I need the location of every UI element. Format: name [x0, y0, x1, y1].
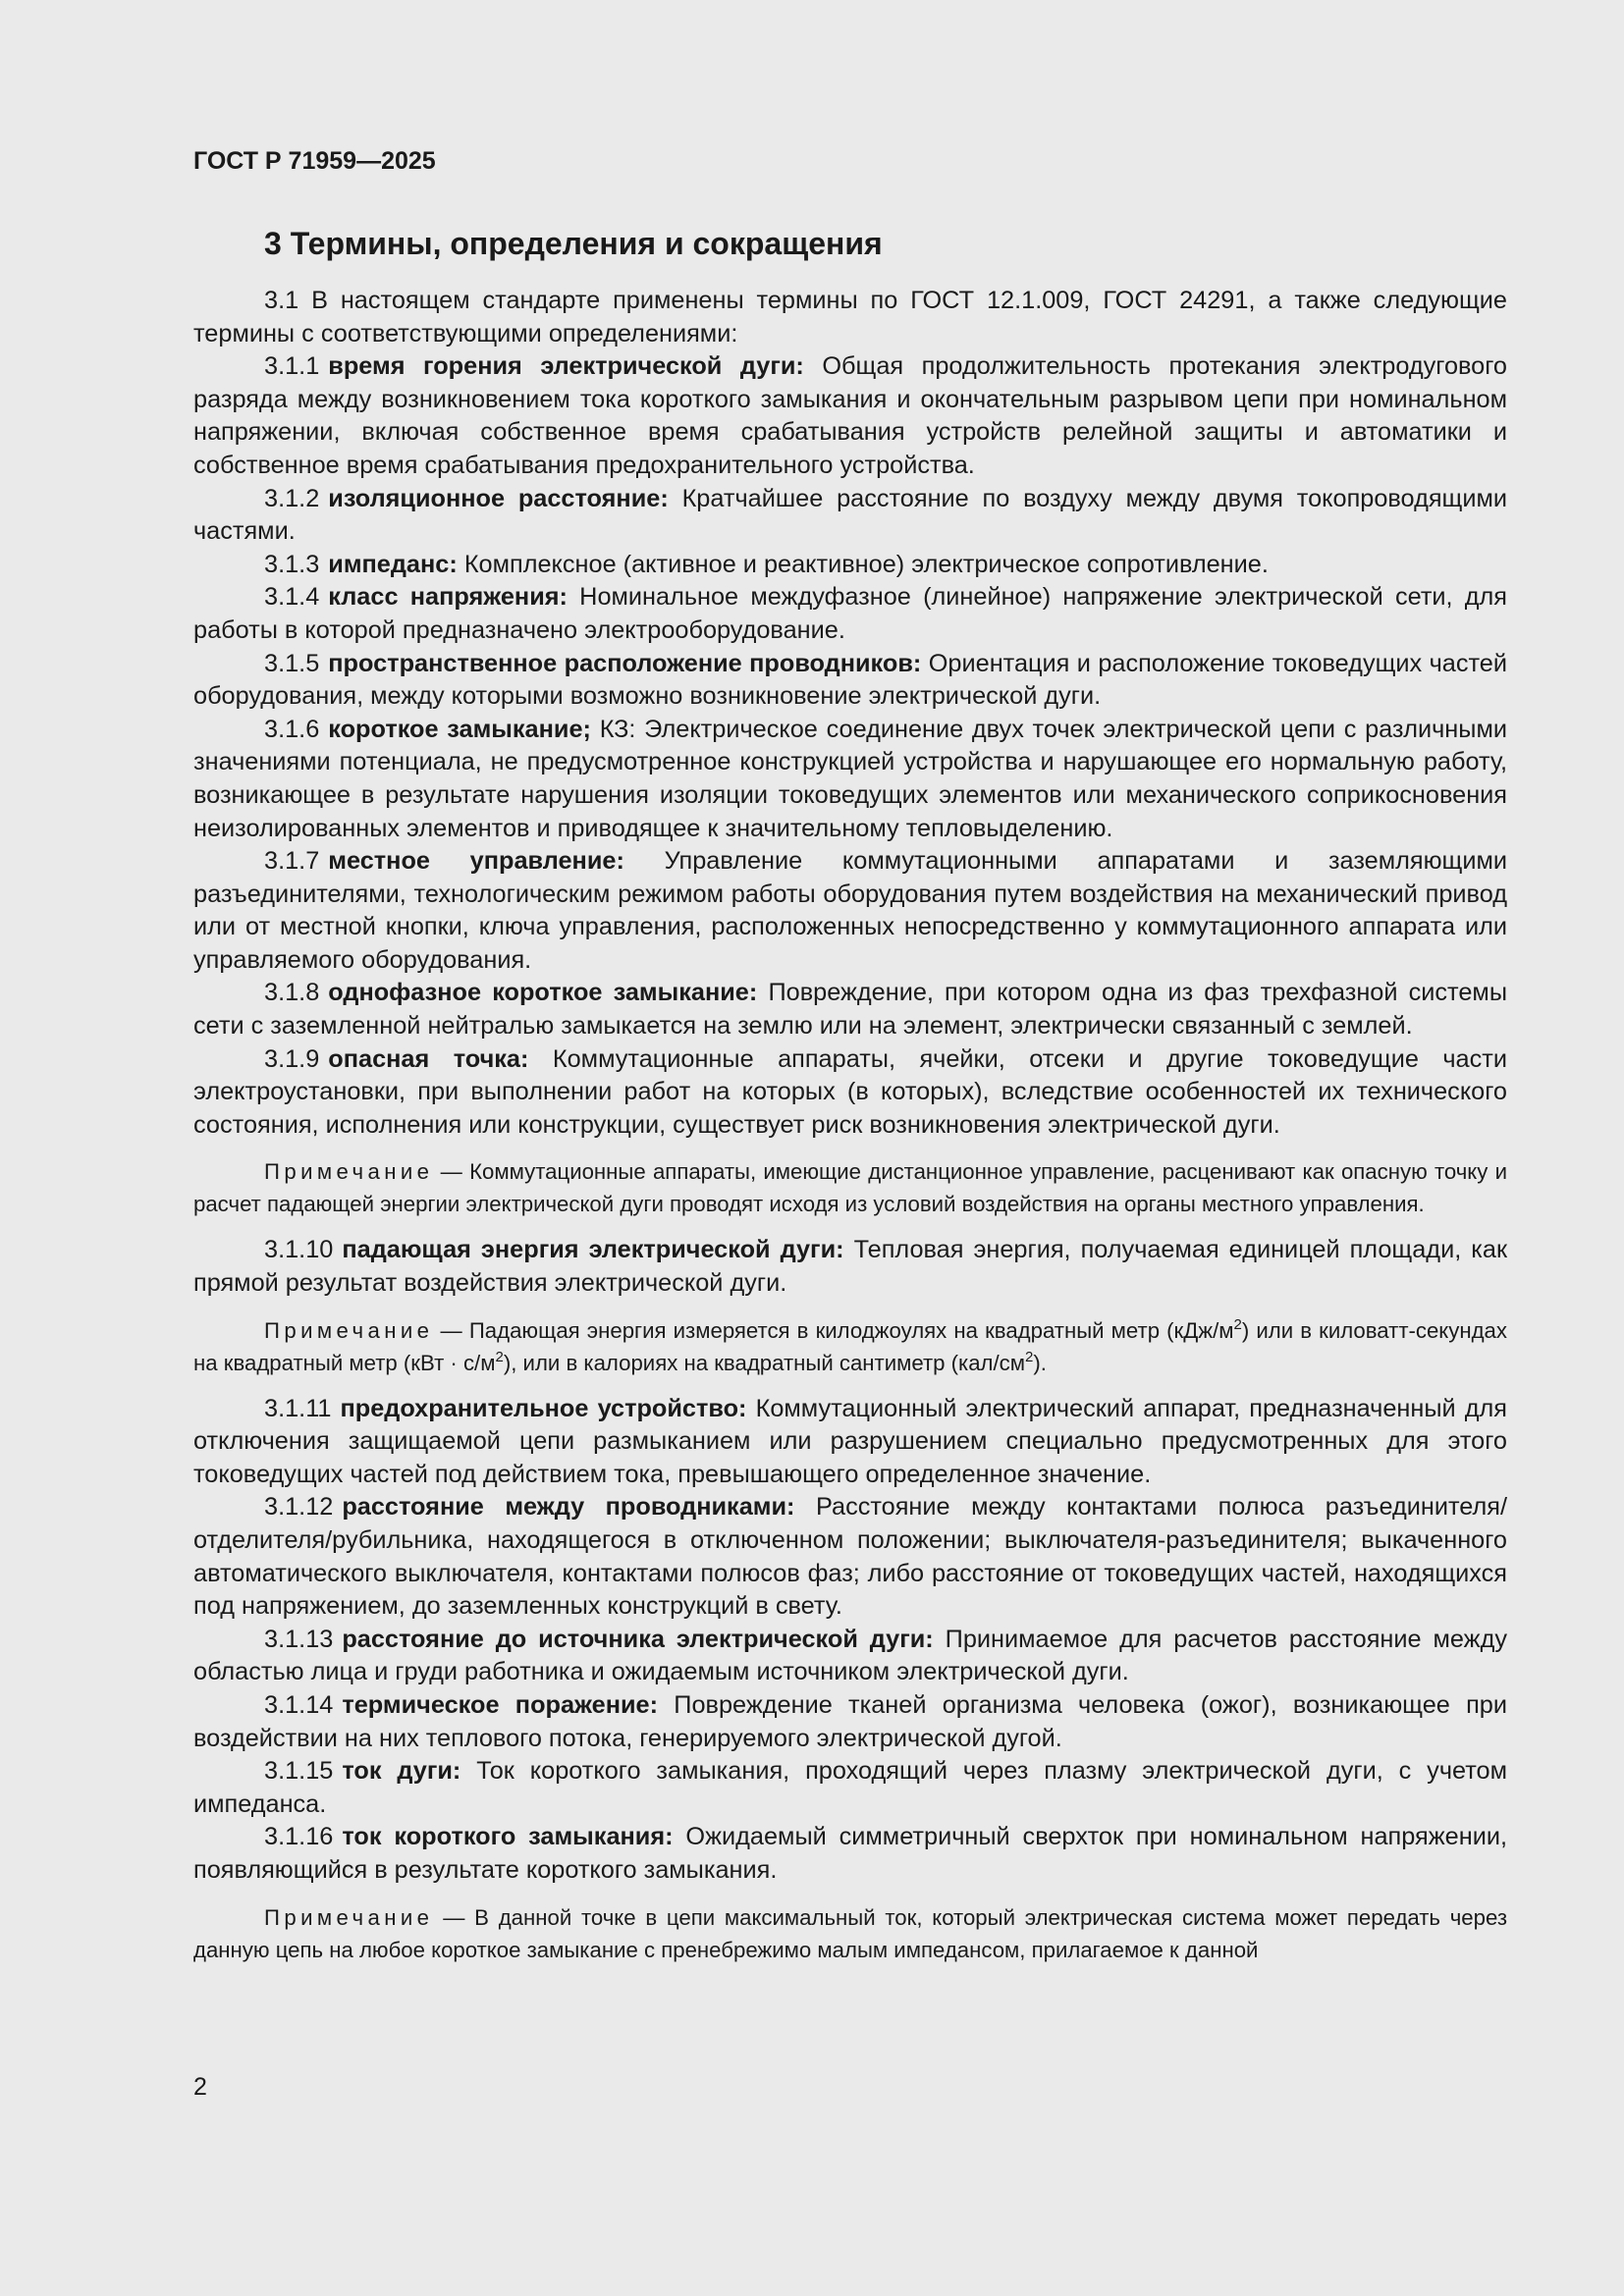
term-number: 3.1.14: [264, 1690, 334, 1719]
term-name: термическое поражение:: [342, 1690, 659, 1719]
document-body: [193, 285, 1507, 1980]
terms-list: [193, 350, 1507, 1142]
term-definition: Ожидаемый симметричный сверхток при номинальном напряжении, появляющийся в результате короткого замыкания.: [193, 1823, 1507, 1884]
term-name: местное управление:: [328, 847, 624, 876]
term-number: 3.1.12: [264, 1493, 334, 1522]
term-3-1-3: [193, 549, 1507, 582]
term-number: 3.1.5: [264, 649, 320, 677]
term-3-1-10: [193, 1234, 1507, 1300]
note-text-part: ).: [1033, 1350, 1047, 1375]
superscript: 2: [1233, 1315, 1242, 1333]
term-3-1-8: [193, 977, 1507, 1042]
term-number: 3.1.16: [264, 1823, 334, 1851]
term-definition: Управление коммутационными аппаратами и заземляющими разъединителями, технологическим режимом работы оборудования путем воздействия на механический привод или от местной кнопки, ключа управления, расположенных непосредственно у коммутационного аппарата или управляемого оборудования.: [193, 847, 1508, 974]
term-definition: Принимаемое для расчетов расстояние между областью лица и груди работника и ожидаемым источником электрической дуги.: [193, 1625, 1507, 1686]
term-definition: Комплексное (активное и реактивное) электрическое сопротивление.: [463, 550, 1269, 578]
note-label: Примечание: [264, 1317, 434, 1343]
term-3-1-9: [193, 1043, 1507, 1143]
term-number: 3.1.4: [264, 583, 320, 612]
term-3-1-2: [193, 483, 1507, 549]
term-number: 3.1.9: [264, 1044, 320, 1073]
term-name: падающая энергия электрической дуги:: [342, 1236, 844, 1264]
term-3-1-13: [193, 1624, 1507, 1689]
term-3-1-5: [193, 648, 1507, 714]
term-definition: Повреждение, при котором одна из фаз трехфазной системы сети с заземленной нейтралью замыкается на землю или на элемент, электрически связанный с землей.: [193, 979, 1508, 1041]
term-name: расстояние между проводниками:: [342, 1493, 795, 1522]
note-label: Примечание: [264, 1159, 434, 1185]
term-name: пространственное расположение проводников:: [328, 649, 922, 677]
term-name: расстояние до источника электрической дуги:: [342, 1625, 934, 1653]
term-3-1-1: [193, 350, 1507, 482]
term-3-1-4: [193, 581, 1507, 647]
term-definition: Кратчайшее расстояние по воздуху между двумя токопроводящими частями.: [193, 484, 1507, 546]
note-text-part: ), или в калориях на квадратный сантиметр (кал/см: [503, 1350, 1026, 1375]
term-3-1-14: [193, 1689, 1507, 1755]
term-definition: Общая продолжительность протекания электродугового разряда между возникновением тока короткого замыкания и окончательным разрывом цепи при номинальном напряжении, включая собственное время срабатывания устройств релейной защиты и автоматики и собственное время срабатывания предохранительного устройства.: [193, 352, 1507, 479]
term-number: 3.1.3: [264, 550, 320, 578]
term-name: короткое замыкание;: [328, 715, 591, 743]
term-number: 3.1.10: [264, 1236, 334, 1264]
term-definition: Коммутационные аппараты, ячейки, отсеки и другие токоведущие части электроустановки, при выполнении работ на которых (в которых), вследствие особенностей их технического состояния, исполнения или конструкции, существует риск возникновения электрической дуги.: [193, 1044, 1507, 1139]
term-name: изоляционное расстояние:: [328, 484, 669, 512]
term-name: ток короткого замыкания:: [342, 1823, 674, 1851]
term-definition: Ток короткого замыкания, проходящий через плазму электрической дуги, с учетом импеданса.: [193, 1757, 1508, 1818]
term-definition: Ориентация и расположение токоведущих частей оборудования, между которыми возможно возникновение электрической дуги.: [193, 649, 1507, 711]
note-3: [193, 1901, 1507, 1966]
note-1: [193, 1155, 1507, 1220]
note-2: [193, 1314, 1507, 1379]
term-name: предохранительное устройство:: [340, 1394, 747, 1422]
term-name: опасная точка:: [328, 1044, 529, 1073]
term-name: импеданс:: [328, 550, 458, 578]
term-name: время горения электрической дуги:: [328, 352, 804, 381]
term-definition: Повреждение тканей организма человека (ожог), возникающее при воздействии на них теплового потока, генерируемого электрической дугой.: [193, 1690, 1507, 1752]
note-text-part: — Падающая энергия измеряется в килоджоулях на квадратный метр (кДж/м: [433, 1317, 1234, 1343]
document-header: ГОСТ Р 71959—2025: [193, 147, 436, 175]
term-definition: Тепловая энергия, получаемая единицей площади, как прямой результат воздействия электрической дуги.: [193, 1236, 1508, 1298]
terms-list: [193, 1393, 1507, 1888]
note-text: — Коммутационные аппараты, имеющие дистанционное управление, расценивают как опасную точку и расчет падающей энергии электрической дуги проводят исходя из условий воздействия на органы местного управления.: [193, 1159, 1507, 1217]
term-3-1-11: [193, 1393, 1507, 1492]
term-number: 3.1.7: [264, 847, 320, 876]
intro-paragraph: 3.1 В настоящем стандарте применены термины по ГОСТ 12.1.009, ГОСТ 24291, а также следующие термины с соответствующими определениями:: [193, 287, 1507, 347]
term-number: 3.1.15: [264, 1757, 334, 1786]
term-name: однофазное короткое замыкание:: [328, 979, 758, 1007]
term-3-1-6: [193, 714, 1507, 845]
term-definition: Коммутационный электрический аппарат, предназначенный для отключения защищаемой цепи размыканием или разрушением специально предусмотренных для этого токоведущих частей под действием тока, превышающего определенное значение.: [193, 1394, 1507, 1488]
term-number: 3.1.1: [264, 352, 320, 381]
page-number: 2: [193, 2073, 207, 2101]
term-definition: Расстояние между контактами полюса разъединителя/отделителя/рубильника, находящегося в отключенном положении; выключателя-разъединителя; выкаченного автоматического выключателя, контактами полюсов фаз; либо расстояние от токоведущих частей, находящихся под напряжением, до заземленных конструкций в свету.: [193, 1493, 1507, 1621]
superscript: 2: [1025, 1348, 1034, 1365]
term-number: 3.1.13: [264, 1625, 334, 1653]
section-title: 3 Термины, определения и сокращения: [264, 226, 883, 261]
term-3-1-12: [193, 1491, 1507, 1623]
term-definition: КЗ: Электрическое соединение двух точек электрической цепи с различными значениями потенциала, не предусмотренное конструкцией устройства и нарушающее его нормальную работу, возникающее в результате нарушения изоляции токоведущих элементов или механического соприкосновения неизолированных элементов и приводящее к значительному тепловыделению.: [193, 715, 1507, 842]
note-label: Примечание: [264, 1904, 434, 1930]
term-3-1-16: [193, 1821, 1507, 1887]
term-number: 3.1.6: [264, 715, 320, 743]
superscript: 2: [495, 1348, 504, 1365]
term-number: 3.1.11: [264, 1394, 332, 1422]
term-name: ток дуги:: [342, 1757, 461, 1786]
term-number: 3.1.2: [264, 484, 320, 512]
term-name: класс напряжения:: [328, 583, 568, 612]
note-text-part: ) или в киловатт-секундах на квадратный метр (кВт · с/м: [193, 1317, 1507, 1375]
term-definition: Номинальное междуфазное (линейное) напряжение электрической сети, для работы в которой предназначено электрооборудование.: [193, 583, 1508, 644]
term-number: 3.1.8: [264, 979, 320, 1007]
term-3-1-7: [193, 845, 1507, 977]
term-3-1-15: [193, 1755, 1507, 1821]
note-text: — В данной точке в цепи максимальный ток, который электрическая система может передать через данную цепь на любое короткое замыкание с пренебрежимо малым импедансом, прилагаемое к данной: [193, 1904, 1507, 1962]
